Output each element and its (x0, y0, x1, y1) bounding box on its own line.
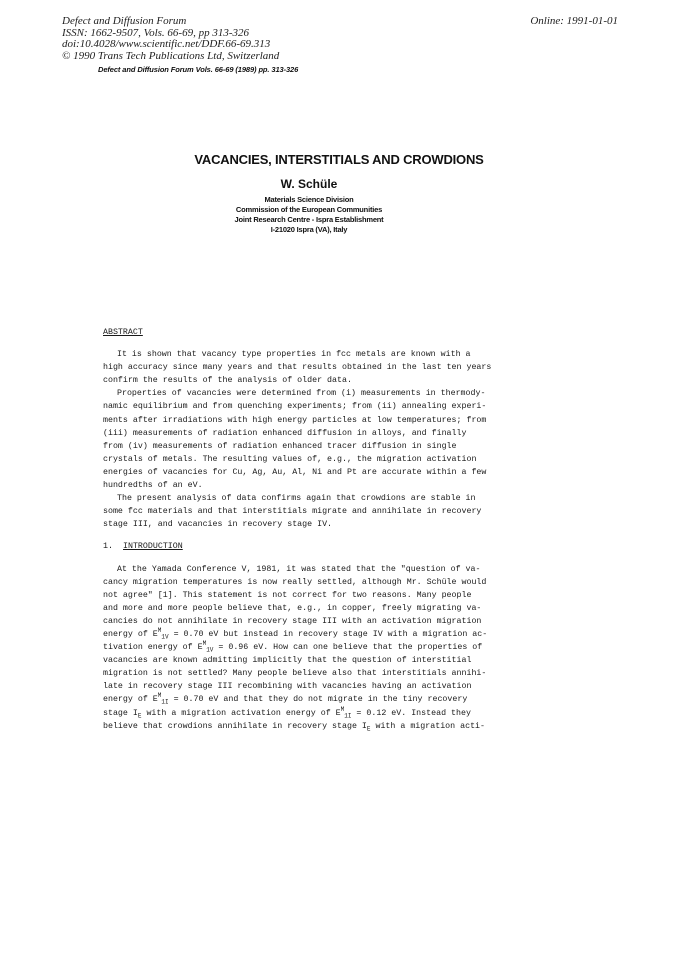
abstract-line: crystals of metals. The resulting values of, e.g., the migration activation (103, 454, 477, 464)
intro-line: cancy migration temperatures is now really settled, although Mr. Schüle would (103, 577, 487, 587)
section-number: 1. (103, 542, 113, 552)
text-run: with a migration acti- (370, 721, 486, 731)
abstract-line: energies of vacancies for Cu, Ag, Au, Al, Ni and Pt are accurate within a few (103, 467, 487, 477)
abstract-line: (iii) measurements of radiation enhanced diffusion in alloys, and finally (103, 428, 467, 438)
abstract-heading: ABSTRACT (103, 328, 143, 337)
text-run: = 0.12 eV. Instead they (351, 708, 471, 718)
subscript: 1I (344, 712, 352, 720)
intro-line: vacancies are known admitting implicitly that the question of interstitial (103, 656, 472, 666)
abstract-line: stage III, and vacancies in recovery stage IV. (103, 520, 333, 530)
section-heading (103, 540, 543, 553)
issn-line: ISSN: 1662-9507, Vols. 66-69, pp 313-326 (62, 26, 249, 39)
affiliation-line: Commission of the European Communities (235, 205, 383, 214)
abstract-line: confirm the results of the analysis of older data. (103, 376, 352, 386)
superscript: M (202, 640, 207, 648)
section-title: INTRODUCTION (123, 542, 183, 552)
paper-body (103, 326, 543, 733)
subscript: 1V (206, 646, 214, 654)
abstract-line: ments after irradiations with high energy particles at low temperatures; from (103, 415, 487, 425)
intro-line (103, 641, 543, 654)
intro-line: At the Yamada Conference V, 1981, it was stated that the "question of va- (117, 564, 481, 574)
doi-line: doi:10.4028/www.scientific.net/DDF.66-69.313 (62, 38, 271, 50)
author-affiliation (0, 195, 618, 235)
affiliation-line: Materials Science Division (264, 195, 354, 204)
abstract-line: The present analysis of data confirms again that crowdions are stable in (117, 494, 476, 504)
text-run: believe that crowdions annihilate in recovery stage I (103, 721, 367, 731)
text-run: energy of E (103, 695, 158, 705)
abstract-line: some fcc materials and that interstitials migrate and annihilate in recovery (103, 507, 482, 517)
abstract-line: namic equilibrium and from quenching experiments; from (ii) annealing experi- (103, 402, 487, 412)
subscript: 1I (161, 699, 169, 707)
intro-line: and more and more people believe that, e.g., in copper, freely migrating va- (103, 603, 482, 613)
text-run: = 0.70 eV and that they do not migrate in the tiny recovery (168, 695, 468, 705)
online-date: Online: 1991-01-01 (530, 15, 618, 27)
abstract-line: hundredths of an eV. (103, 481, 203, 491)
journal-stamp: Defect and Diffusion Forum Vols. 66-69 (1989) pp. 313-326 (98, 65, 299, 74)
intro-line (103, 707, 543, 720)
text-run: = 0.70 eV but instead in recovery stage IV with a migration ac- (168, 629, 488, 639)
affiliation-line: Joint Research Centre - Ispra Establishment (234, 215, 384, 224)
abstract-line: high accuracy since many years and that results obtained in the last ten years (103, 363, 492, 373)
subscript: E (137, 712, 142, 720)
subscript: 1V (161, 633, 169, 641)
abstract-line: from (iv) measurements of radiation enhanced tracer diffusion in single (103, 441, 457, 451)
superscript: M (157, 627, 162, 635)
text-run: tivation energy of E (103, 643, 203, 653)
affiliation-line: I-21020 Ispra (VA), Italy (270, 225, 348, 234)
intro-line (103, 628, 543, 641)
copyright-line: © 1990 Trans Tech Publications Ltd, Switzerland (62, 49, 280, 62)
text-run: = 0.96 eV. How can one believe that the properties of (213, 643, 483, 653)
intro-line: cancies do not annihilate in recovery stage III with an activation migration (103, 616, 482, 626)
intro-line (103, 720, 543, 733)
journal-name: Defect and Diffusion Forum (62, 15, 187, 27)
paper-title: VACANCIES, INTERSTITIALS AND CROWDIONS (194, 152, 484, 167)
intro-line: migration is not settled? Many people believe also that interstitials annihi- (103, 669, 487, 679)
text-run: energy of E (103, 629, 158, 639)
superscript: M (340, 705, 345, 713)
superscript: M (157, 692, 162, 700)
subscript: E (366, 725, 371, 733)
intro-line: late in recovery stage III recombining with vacancies having an activation (103, 682, 472, 692)
intro-line (103, 693, 543, 706)
abstract-line: It is shown that vacancy type properties in fcc metals are known with a (117, 350, 471, 360)
text-run: with a migration activation energy of E (141, 708, 341, 718)
author-name: W. Schüle (280, 177, 338, 191)
intro-line: not agree" [1]. This statement is not correct for two reasons. Many people (103, 590, 472, 600)
text-run: stage I (103, 708, 138, 718)
abstract-line: Properties of vacancies were determined from (i) measurements in thermody- (117, 389, 486, 399)
